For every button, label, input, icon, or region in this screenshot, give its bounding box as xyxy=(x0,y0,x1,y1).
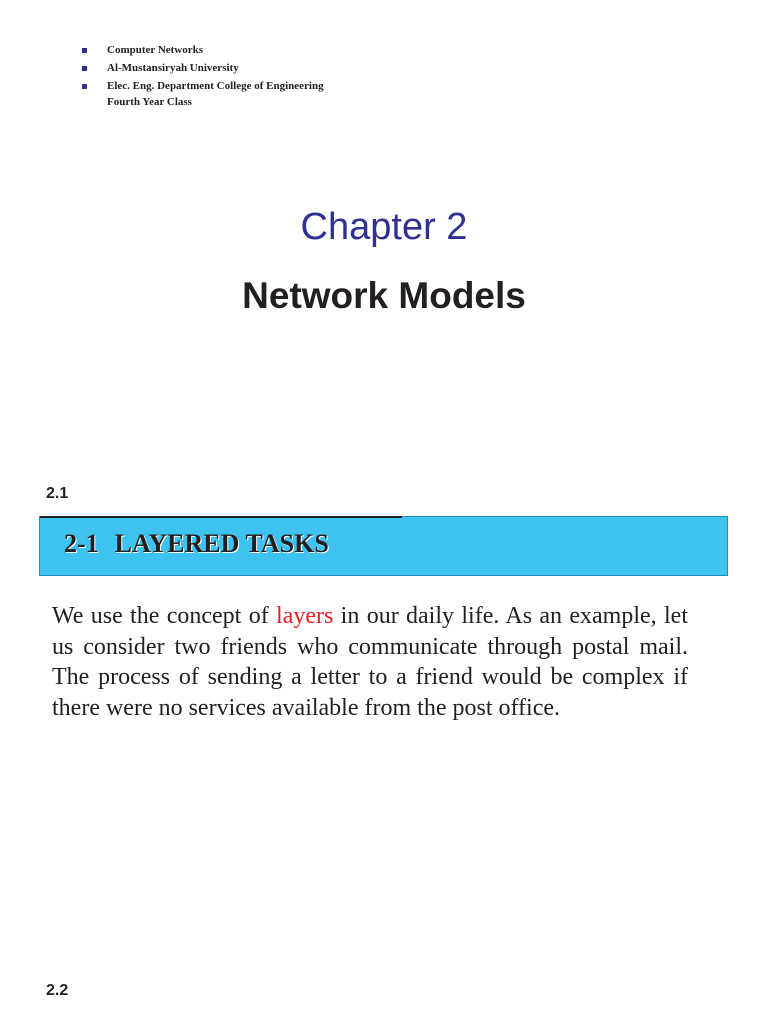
chapter-title: Chapter 2 xyxy=(300,206,468,248)
header-item-text: Fourth Year Class xyxy=(107,96,192,108)
square-bullet-icon xyxy=(82,48,87,53)
section-heading xyxy=(64,529,329,559)
header-item-course xyxy=(80,42,324,58)
header-item-text: Al-Mustansiryah University xyxy=(107,62,239,74)
highlighted-term: layers xyxy=(276,603,334,629)
square-bullet-icon xyxy=(82,84,87,89)
paragraph-text-after: in our daily life. As an example, let us consider two friends who communicate through postal mail. The process of sending a letter to a friend would be complex if there were no services available from the post office. xyxy=(52,603,688,721)
header-item-department xyxy=(80,78,324,110)
slide-number: 2.1 xyxy=(46,485,69,502)
chapter-subtitle: Network Models xyxy=(242,275,526,316)
section-banner xyxy=(39,516,728,576)
section-title: LAYERED TASKS xyxy=(114,529,329,558)
section-number: 2-1 xyxy=(64,529,99,558)
header-item-text: Computer Networks xyxy=(107,44,204,56)
header-info-list xyxy=(80,42,324,112)
square-bullet-icon xyxy=(82,66,87,71)
header-item-text: Elec. Eng. Department College of Engineering xyxy=(107,80,324,92)
header-item-university xyxy=(80,60,324,76)
banner-top-rule xyxy=(40,516,402,518)
section-paragraph xyxy=(52,601,688,723)
paragraph-text-before: We use the concept of xyxy=(52,603,277,629)
slide-number: 2.2 xyxy=(46,982,69,999)
